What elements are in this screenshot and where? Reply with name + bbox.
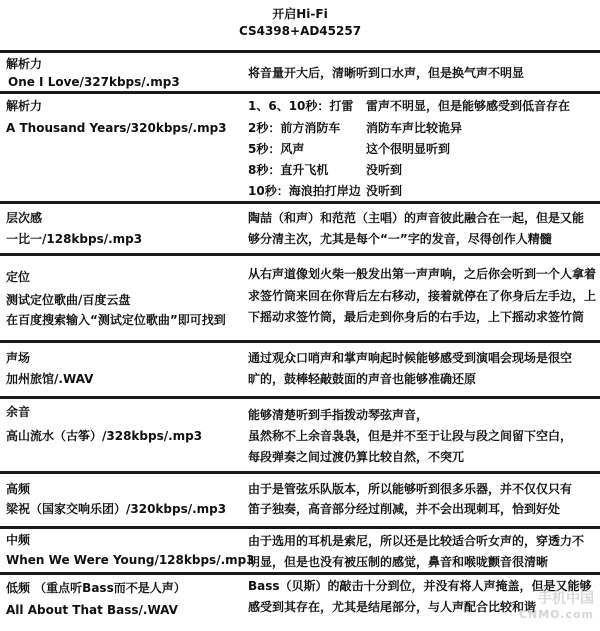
timeline-note: 这个很明显听到 <box>366 142 451 156</box>
timeline-time: 1、6、10秒：打雷 <box>248 99 354 113</box>
row-description: 每段弹奏之间过渡仍算比较自然，不突兀 <box>248 450 465 464</box>
divider <box>0 91 600 94</box>
row-category: 解析力 <box>6 57 43 71</box>
row-category: 高频 <box>6 482 31 496</box>
watermark-text: 手机中国 <box>538 591 594 607</box>
timeline-time: 10秒：海浪拍打岸边 <box>248 184 361 198</box>
row-category: 余音 <box>6 405 31 419</box>
watermark-logo <box>519 591 594 623</box>
divider <box>0 526 600 529</box>
row-song: One I Love/327kbps/.mp3 <box>8 75 180 89</box>
row-description: Bass（贝斯）的敲击十分到位，并没有将人声掩盖，但是又能够 <box>248 579 592 593</box>
divider <box>0 572 600 575</box>
row-song: 高山流水（古筝）/328kbps/.mp3 <box>6 429 203 443</box>
divider <box>0 50 600 53</box>
table-subtitle: CS4398+AD45257 <box>238 24 362 38</box>
row-song: When We Were Young/128kbps/.mp3 <box>6 553 255 567</box>
timeline-time: 2秒：前方消防车 <box>248 121 341 135</box>
timeline-note: 雷声不明显，但是能够感受到低音存在 <box>366 99 571 113</box>
row-song: 加州旅馆/.WAV <box>6 372 94 386</box>
row-description: 求签竹筒来回在你背后左右移动，接着就停在了你身后左手边，上 <box>248 289 597 303</box>
timeline-time: 5秒：风声 <box>248 142 305 156</box>
row-category: 中频 <box>6 533 31 547</box>
row-description: 感受到其存在，尤其是结尾部分，与人声配合比较和谐 <box>248 600 537 614</box>
row-description: 由于是管弦乐队版本，所以能够听到很多乐器，并不仅仅只有 <box>248 482 573 496</box>
row-description: 够分清主次，尤其是每个“一”字的发音，尽得创作人精髓 <box>248 232 552 246</box>
row-song: 梁祝（国家交响乐团）/320kbps/.mp3 <box>6 502 227 516</box>
row-description: 下摇动求签竹筒，最后走到你身后的右手边，上下摇动求签竹筒 <box>248 310 585 324</box>
row-song-note: 在百度搜索输入“测试定位歌曲”即可找到 <box>6 313 226 327</box>
row-description: 通过观众口哨声和掌声响起时候能够感受到演唱会现场是很空 <box>248 351 573 365</box>
divider <box>0 340 600 343</box>
timeline-note: 没听到 <box>366 184 403 198</box>
row-description: 将音量开大后，清晰听到口水声，但是换气声不明显 <box>248 66 525 80</box>
divider <box>0 253 600 256</box>
row-description: 陶喆（和声）和范范（主唱）的声音彼此融合在一起，但是又能 <box>248 211 585 225</box>
divider <box>0 471 600 474</box>
row-category: 定位 <box>6 270 31 284</box>
row-song: 测试定位歌曲/百度云盘 <box>6 293 131 307</box>
timeline-note: 消防车声比较诡异 <box>366 121 463 135</box>
table-title: 开启Hi-Fi <box>272 7 328 21</box>
row-description: 由于选用的耳机是索尼，所以还是比较适合听女声的，穿透力不 <box>248 534 585 548</box>
row-description: 明显，但是也没有被压制的感觉，鼻音和喉咙颤音很清晰 <box>248 555 549 569</box>
divider <box>0 396 600 399</box>
row-description: 笛子独奏，高音部分经过削减，并不会出现刺耳，恰到好处 <box>248 502 561 516</box>
row-song: 一比一/128kbps/.mp3 <box>6 232 143 246</box>
row-category: 解析力 <box>6 99 43 113</box>
row-category: 层次感 <box>6 211 43 225</box>
timeline-time: 8秒：直升飞机 <box>248 163 329 177</box>
row-description: 虽然称不上余音袅袅，但是并不至于让段与段之间留下空白， <box>248 429 573 443</box>
divider <box>0 201 600 204</box>
row-category: 低频 （重点听Bass而不是人声） <box>6 581 186 595</box>
watermark-subtext: CNMO.com <box>518 608 594 621</box>
row-description: 能够清楚听到手指拨动琴弦声音， <box>248 408 429 422</box>
timeline-note: 没听到 <box>366 163 403 177</box>
row-category: 声场 <box>6 351 31 365</box>
row-description: 旷的，鼓棒轻敲鼓面的声音也能够准确还原 <box>248 372 477 386</box>
row-song: A Thousand Years/320kbps/.mp3 <box>6 121 227 135</box>
row-song: All About That Bass/.WAV <box>6 603 178 617</box>
row-description: 从右声道像划火柴一般发出第一声声响，之后你会听到一个人拿着 <box>248 267 597 281</box>
